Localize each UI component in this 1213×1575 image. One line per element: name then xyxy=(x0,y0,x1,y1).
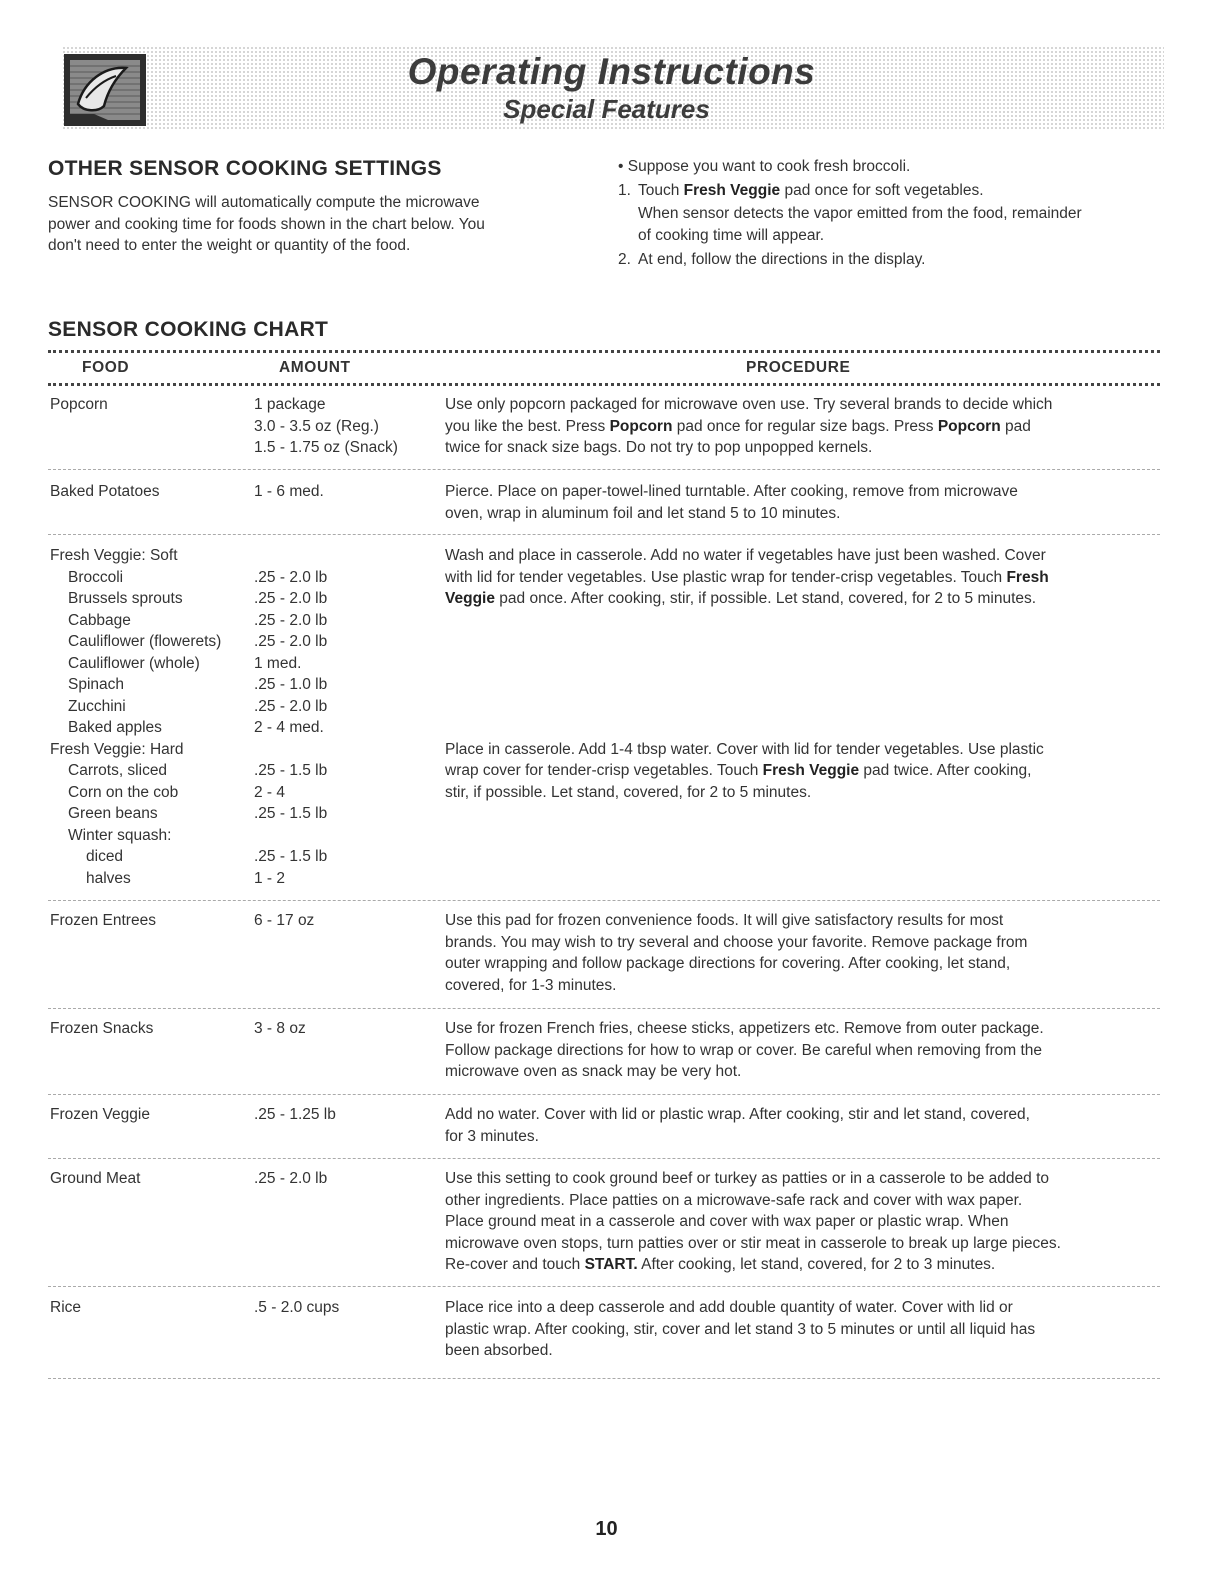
row-divider xyxy=(48,534,1160,535)
procedure: Add no water. Cover with lid or plastic wrap. After cooking, stir and let stand, covered, for 3 minutes. xyxy=(445,1106,1030,1145)
food-name: Baked Potatoes xyxy=(50,483,160,500)
row-divider xyxy=(48,1286,1160,1287)
procedure: Use this setting to cook ground beef or turkey as patties or in a casserole to be added to other ingredients. Place patties on a microwave-safe rack and cover with wax paper. Place ground meat in a casserole and cover with wax paper or plastic wrap. When microwave oven stops, turn patties over or stir meat in casserole to break up large pieces. Re-cover and touch START. After cooking, let stand, covered, for 2 to 3 minutes. xyxy=(445,1170,1061,1273)
procedure: Place rice into a deep casserole and add double quantity of water. Cover with lid or plastic wrap. After cooking, stir, cover and let stand 3 to 5 minutes or until all liquid has been absorbed. xyxy=(445,1299,1036,1359)
column-header-amount: AMOUNT xyxy=(279,359,351,376)
food-name: Ground Meat xyxy=(50,1170,141,1187)
example-instructions xyxy=(618,156,1178,271)
row-divider xyxy=(48,1158,1160,1159)
amount: .25 - 2.0 lb xyxy=(254,1170,328,1187)
other-settings-heading: OTHER SENSOR COOKING SETTINGS xyxy=(48,157,442,180)
amount: 1 - 6 med. xyxy=(254,483,324,500)
page-title: Operating Instructions xyxy=(407,51,816,92)
text-line: don't need to enter the weight or quantity of the food. xyxy=(48,237,411,254)
row-divider xyxy=(48,1008,1160,1009)
procedure: Pierce. Place on paper-towel-lined turntable. After cooking, remove from microwave oven, wrap in aluminum foil and let stand 5 to 10 minutes. xyxy=(445,483,1018,522)
amount: .25 - 1.25 lb xyxy=(254,1106,336,1123)
row-divider xyxy=(48,1094,1160,1095)
example-bullet: • Suppose you want to cook fresh broccoli. xyxy=(618,158,911,175)
food-name: Frozen Snacks xyxy=(50,1020,154,1037)
row-divider xyxy=(48,1378,1160,1379)
amount: .5 - 2.0 cups xyxy=(254,1299,340,1316)
food-name: Frozen Entrees xyxy=(50,912,156,929)
chart-top-rule xyxy=(48,350,1160,353)
amount: .25 - 2.0 lb .25 - 2.0 lb .25 - 2.0 lb .25 - 2.0 lb 1 med. .25 - 1.0 lb .25 - 2.0 lb 2 - 4 med. .25 - 1.5 lb 2 - 4 .25 - 1.5 lb .25 - 1.5 lb 1 - 2 xyxy=(254,568,328,887)
procedure: Use only popcorn packaged for microwave oven use. Try several brands to decide which you like the best. Press Popcorn pad once for regular size bags. Press Popcorn pad twice for snack size bags. Do not try to pop unpopped kernels. xyxy=(445,396,1053,456)
chart-heading: SENSOR COOKING CHART xyxy=(48,318,329,341)
other-settings-text xyxy=(48,192,588,257)
food-name: Fresh Veggie: Soft Broccoli Brussels sprouts Cabbage Cauliflower (flowerets) Cauliflower (whole) Spinach Zucchini Baked apples Fresh Veggie: Hard Carrots, sliced Corn on the cob Green beans Winter squash: diced halves xyxy=(50,547,222,887)
procedure: Use this pad for frozen convenience foods. It will give satisfactory results for most brands. You may wish to try several and choose your favorite. Remove package from outer wrapping and follow package directions for covering. After cooking, let stand, covered, for 1-3 minutes. xyxy=(445,912,1028,994)
procedure: Wash and place in casserole. Add no water if vegetables have just been washed. Cover with lid for tender vegetables. Use plastic wrap for tender-crisp vegetables. Touch Fresh Veggie pad once. After cooking, stir, if possible. Let stand, covered, for 2 to 5 minutes. Place in casserole. Add 1-4 tbsp water. Cover with lid for tender vegetables. Use plastic wrap cover for tender-crisp vegetables. Touch Fresh Veggie pad twice. After cooking, stir, if possible. Let stand, covered, for 2 to 5 minutes. xyxy=(445,547,1049,801)
food-name: Rice xyxy=(50,1299,82,1316)
page-subtitle: Special Features xyxy=(503,94,710,124)
food-name: Popcorn xyxy=(50,396,108,413)
text-line: SENSOR COOKING will automatically compute the microwave xyxy=(48,194,480,211)
column-header-procedure: PROCEDURE xyxy=(746,359,851,376)
example-step-1-detail: When sensor detects the vapor emitted from the food, remainder of cooking time will appear. xyxy=(638,205,1082,244)
example-step-2: 2. At end, follow the directions in the display. xyxy=(618,251,926,268)
header-bottom-rule xyxy=(48,383,1160,386)
row-divider xyxy=(48,469,1160,470)
row-divider xyxy=(48,900,1160,901)
amount: 6 - 17 oz xyxy=(254,912,315,929)
text-line: power and cooking time for foods shown in the chart below. You xyxy=(48,215,485,233)
food-name: Frozen Veggie xyxy=(50,1106,150,1123)
example-step-1: 1. Touch Fresh Veggie pad once for soft vegetables. xyxy=(618,181,984,199)
fresh-veggie-pad-label: Fresh Veggie xyxy=(683,181,781,199)
amount: 3 - 8 oz xyxy=(254,1020,306,1037)
amount: 1 package 3.0 - 3.5 oz (Reg.) 1.5 - 1.75 oz (Snack) xyxy=(254,396,398,456)
page-number: 10 xyxy=(595,1518,618,1540)
column-header-food: FOOD xyxy=(82,359,130,376)
procedure: Use for frozen French fries, cheese sticks, appetizers etc. Remove from outer package. Follow package directions for how to wrap or cover. Be careful when removing from the microwave oven as snack may be very hot. xyxy=(445,1020,1044,1080)
